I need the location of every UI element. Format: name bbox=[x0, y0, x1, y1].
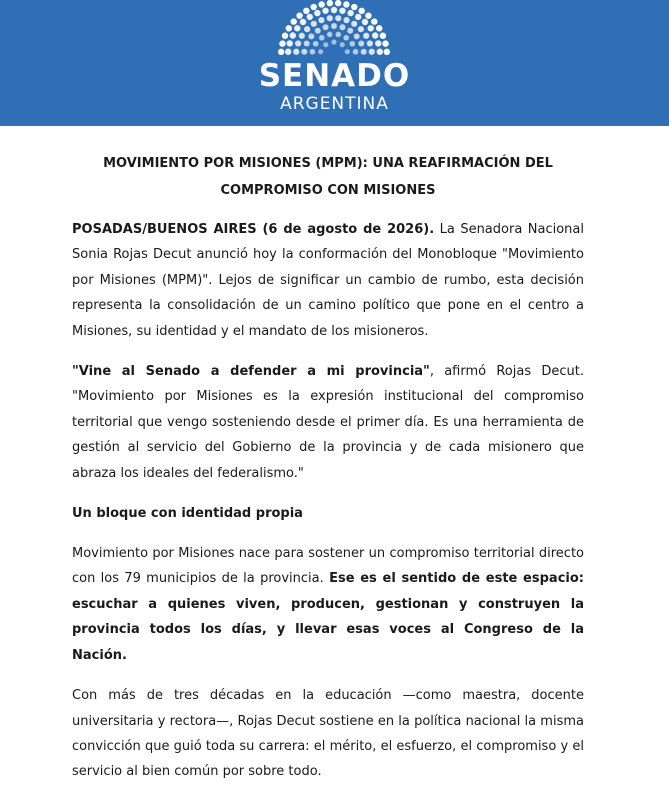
hemicycle-seat-dot bbox=[340, 42, 345, 47]
hemicycle-seat-dot bbox=[372, 32, 378, 38]
paragraph-1 bbox=[72, 217, 584, 344]
hemicycle-seat-dot bbox=[358, 8, 364, 14]
hemicycle-seat-dot bbox=[294, 25, 300, 31]
hemicycle-seat-dot bbox=[300, 19, 306, 25]
hemicycle-seat-dot bbox=[382, 40, 388, 46]
title-line-2: COMPROMISO CON MISIONES bbox=[220, 183, 436, 198]
hemicycle-seat-dot bbox=[295, 40, 301, 46]
hemicycle-seat-dot bbox=[368, 25, 374, 31]
hemicycle-seat-dot bbox=[365, 13, 371, 19]
hemicycle-seat-dot bbox=[345, 49, 350, 54]
hemicycle-seat-dot bbox=[331, 39, 336, 44]
hemicycle-seat-dot bbox=[339, 8, 345, 14]
hemicycle-seat-dot bbox=[353, 49, 359, 55]
hemicycle-seat-dot bbox=[296, 13, 302, 19]
paragraph-2-text: , afirmó Rojas Decut. "Movimiento por Misiones es la expresión institucional del compromiso territorial que vengo sosteniendo desde el primer día. Es una herramienta de gestión al servicio del Gobierno de la provincia y de cada misionero que abraza los ideales del federalismo." bbox=[72, 364, 584, 481]
hemicycle-seat-dot bbox=[351, 4, 357, 10]
hemicycle-seat-dot bbox=[371, 18, 377, 24]
hemicycle-seat-dot bbox=[331, 23, 337, 29]
hemicycle-seat-dot bbox=[335, 32, 341, 38]
hemicycle-seat-dot bbox=[369, 49, 375, 55]
hemicycle-seat-dot bbox=[303, 8, 309, 14]
hemicycle-seat-dot bbox=[318, 17, 324, 23]
paragraph-4: Con más de tres décadas en la educación —como maestra, docente universitaria y rectora—, Rojas Decut sostiene en la política nacional la misma convicción que guió toda su carrera: el mérito, el esfuerzo, el compromiso y el servicio al bien común por sobre todo. bbox=[72, 688, 584, 780]
hemicycle-seat-dot bbox=[362, 19, 368, 25]
hemicycle-seat-dot bbox=[377, 49, 383, 55]
hemicycle-seat-dot bbox=[304, 41, 310, 47]
section-heading: Un bloque con identidad propia bbox=[72, 506, 303, 522]
hemicycle-seat-dot bbox=[339, 24, 345, 30]
hemicycle-seat-dot bbox=[285, 49, 291, 55]
hemicycle-seat-dot bbox=[354, 33, 360, 39]
hemicycle-seat-dot bbox=[315, 28, 321, 34]
paragraph-3-bold: Ese es el sentido de este espacio: escuchar a quienes viven, producen, gestionan y construyen la provincia todos los días, y llevar esas voces al Congreso de la Nación. bbox=[72, 571, 584, 663]
hemicycle-seat-dot bbox=[335, 0, 341, 6]
hemicycle-seat-dot bbox=[308, 33, 314, 39]
hemicycle-seat-dot bbox=[313, 41, 319, 47]
hemicycle-seat-dot bbox=[327, 15, 333, 21]
senado-header bbox=[0, 0, 669, 126]
hemicycle-seat-dot bbox=[384, 49, 390, 55]
hemicycle-seat-dot bbox=[347, 10, 353, 16]
article-title bbox=[72, 150, 584, 204]
hemicycle-seat-dot bbox=[380, 33, 386, 39]
senado-hemicycle-logo-icon bbox=[0, 0, 669, 60]
hemicycle-seat-dot bbox=[319, 35, 325, 41]
dateline: POSADAS/BUENOS AIRES (6 de agosto de 2026). bbox=[72, 222, 435, 237]
hemicycle-seat-dot bbox=[343, 1, 349, 7]
hemicycle-seat-dot bbox=[349, 41, 355, 47]
hemicycle-seat-dot bbox=[331, 7, 337, 13]
hemicycle-seat-dot bbox=[335, 15, 341, 21]
hemicycle-seat-dot bbox=[323, 24, 329, 30]
paragraph-1-text: La Senadora Nacional Sonia Rojas Decut anunció hoy la conformación del Monobloque "Movimiento por Misiones (MPM)". Lejos de significar un cambio de rumbo, esta decisión representa la consolidación de un camino político que pone en el centro a Misiones, su identidad y el mandato de los misioneros. bbox=[72, 222, 584, 339]
hemicycle-seat-dot bbox=[375, 40, 381, 46]
hemicycle-seat-dot bbox=[314, 10, 320, 16]
hemicycle-seat-dot bbox=[327, 32, 333, 38]
hemicycle-seat-dot bbox=[358, 26, 364, 32]
hemicycle-seat-dot bbox=[376, 25, 382, 31]
hemicycle-seat-dot bbox=[367, 40, 373, 46]
hemicycle-seat-dot bbox=[361, 49, 367, 55]
logo-title: SENADO bbox=[258, 58, 411, 94]
hemicycle-seat-dot bbox=[347, 28, 353, 34]
hemicycle-seat-dot bbox=[318, 1, 324, 7]
hemicycle-seat-dot bbox=[323, 42, 328, 47]
hemicycle-seat-dot bbox=[278, 49, 284, 55]
paragraph-3 bbox=[72, 541, 584, 668]
title-line-1: MOVIMIENTO POR MISIONES (MPM): UNA REAFIRMACIÓN DEL bbox=[103, 156, 553, 171]
hemicycle-seat-dot bbox=[291, 18, 297, 24]
hemicycle-seat-dot bbox=[351, 21, 357, 27]
hemicycle-seat-dot bbox=[343, 17, 349, 23]
hemicycle-seat-dot bbox=[279, 40, 285, 46]
hemicycle-seat-dot bbox=[311, 21, 317, 27]
hemicycle-seat-dot bbox=[282, 33, 288, 39]
hemicycle-seat-dot bbox=[327, 0, 333, 6]
paragraph-2 bbox=[72, 359, 584, 486]
quote: "Vine al Senado a defender a mi provincia" bbox=[72, 364, 430, 380]
press-release bbox=[72, 150, 584, 800]
hemicycle-seat-dot bbox=[301, 49, 307, 55]
hemicycle-seat-dot bbox=[311, 4, 317, 10]
hemicycle-seat-dot bbox=[307, 14, 313, 20]
hemicycle-seat-dot bbox=[286, 25, 292, 31]
hemicycle-seat-dot bbox=[290, 32, 296, 38]
hemicycle-seat-dot bbox=[318, 49, 323, 54]
hemicycle-seat-dot bbox=[310, 49, 316, 55]
hemicycle-seat-dot bbox=[299, 33, 305, 39]
hemicycle-seat-dot bbox=[304, 26, 310, 32]
hemicycle-seat-dot bbox=[322, 8, 328, 14]
paragraph-3-text: Movimiento por Misiones nace para sostener un compromiso territorial directo con los 79 municipios de la provincia. bbox=[72, 546, 584, 587]
hemicycle-seat-dot bbox=[343, 35, 349, 41]
logo-subtitle: ARGENTINA bbox=[280, 94, 389, 114]
hemicycle-seat-dot bbox=[358, 41, 364, 47]
hemicycle-seat-dot bbox=[363, 33, 369, 39]
hemicycle-seat-dot bbox=[355, 14, 361, 20]
hemicycle-seat-dot bbox=[293, 49, 299, 55]
hemicycle-seat-dot bbox=[287, 40, 293, 46]
